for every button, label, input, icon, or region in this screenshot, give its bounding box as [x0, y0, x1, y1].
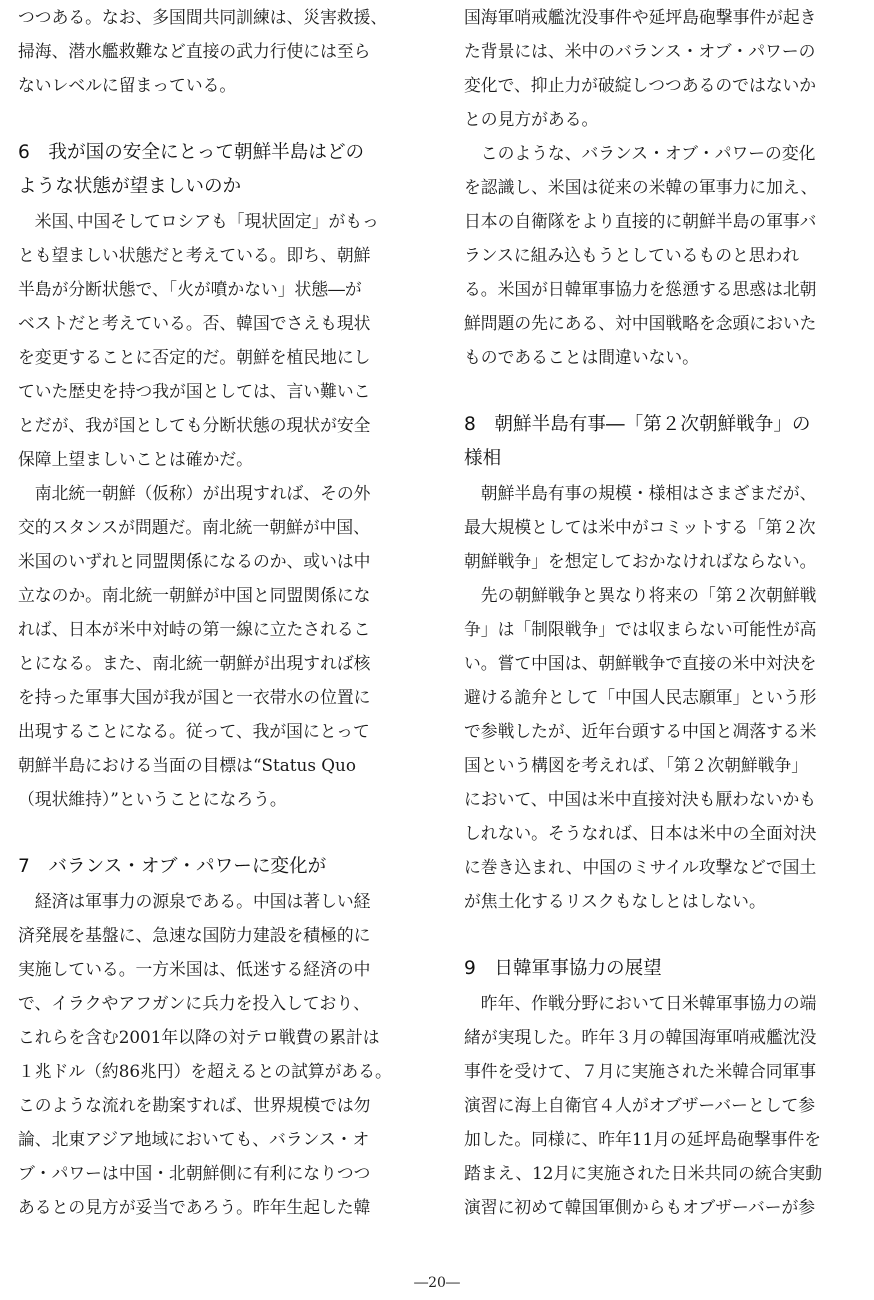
text-line: ブ・パワーは中国・北朝鮮側に有利になりつつ	[18, 1163, 371, 1183]
text-line: い。嘗て中国は、朝鮮戦争で直接の米中対決を	[464, 653, 817, 673]
text-line: ていた歴史を持つ我が国としては、言い難いこ	[18, 381, 371, 401]
text-line: ランスに組み込もうとしているものと思われ	[464, 245, 800, 265]
section-heading: 6 我が国の安全にとって朝鮮半島はどの	[18, 142, 365, 163]
text-line: 緒が実現した。昨年３月の韓国海軍哨戒艦沈没	[464, 1027, 817, 1047]
text-line: 米国､中国そしてロシアも「現状固定」がもっ	[18, 211, 379, 231]
text-line: 経済は軍事力の源泉である。中国は著しい経	[18, 891, 371, 911]
text-line: 昨年、作戦分野において日米韓軍事協力の端	[464, 993, 817, 1013]
text-line: で、イラクやアフガンに兵力を投入しており、	[18, 993, 370, 1013]
text-line: 米国のいずれと同盟関係になるのか、或いは中	[18, 551, 371, 571]
text-line: を認識し、米国は従来の米韓の軍事力に加え、	[464, 177, 818, 197]
text-line: 争」は「制限戦争」では収まらない可能性が高	[464, 619, 817, 639]
text-line: との見方がある。	[464, 109, 599, 129]
text-line: このような流れを勘案すれば、世界規模では勿	[18, 1095, 371, 1115]
text-line: １兆ドル（約86兆円）を超えるとの試算がある。	[18, 1061, 392, 1081]
text-line: 朝鮮戦争」を想定しておかなければならない。	[464, 551, 817, 571]
text-line: ベストだと考えている。否、韓国でさえも現状	[18, 313, 371, 333]
text-line: 南北統一朝鮮（仮称）が出現すれば、その外	[18, 483, 371, 503]
text-line: 論、北東アジア地域においても、バランス・オ	[18, 1129, 370, 1149]
page-number: ―20―	[414, 1275, 460, 1291]
text-line: 掃海、潜水艦救難など直接の武力行使には至ら	[18, 41, 371, 61]
text-line: あるとの見方が妥当であろう。昨年生起した韓	[18, 1197, 371, 1217]
text-line: 半島が分断状態で、「火が噴かない」状態―が	[18, 279, 362, 299]
text-line: 演習に海上自衛官４人がオブザーバーとして参	[464, 1095, 816, 1115]
section-heading: 7 バランス・オブ・パワーに変化が	[18, 856, 327, 877]
text-line: 踏まえ、12月に実施された日米共同の統合実動	[464, 1163, 822, 1183]
section-heading: 9 日韓軍事協力の展望	[464, 958, 662, 979]
text-line: （現状維持）”ということになろう。	[18, 789, 287, 809]
text-line: とだが、我が国としても分断状態の現状が安全	[18, 415, 371, 435]
text-line: このような、バランス・オブ・パワーの変化	[464, 143, 816, 163]
text-line: 実施している。一方米国は、低迷する経済の中	[18, 959, 371, 979]
text-line: を持った軍事大国が我が国と一衣帯水の位置に	[18, 687, 371, 707]
text-line: 先の朝鮮戦争と異なり将来の「第２次朝鮮戦	[464, 585, 817, 605]
text-line: 事件を受けて、７月に実施された米韓合同軍事	[464, 1061, 817, 1081]
text-line: 演習に初めて韓国軍側からもオブザーバーが参	[464, 1197, 816, 1217]
section-heading: 8 朝鮮半島有事―「第２次朝鮮戦争」の	[464, 414, 811, 435]
text-line: 保障上望ましいことは確かだ。	[18, 449, 253, 469]
text-line: つつある。なお、多国間共同訓練は、災害救援、	[18, 7, 388, 27]
text-line: ないレベルに留まっている。	[18, 75, 237, 95]
text-line: ものであることは間違いない。	[464, 347, 699, 367]
text-line: しれない。そうなれば、日本は米中の全面対決	[464, 823, 817, 843]
text-line: で参戦したが、近年台頭する中国と凋落する米	[464, 721, 817, 741]
text-line: が焦土化するリスクもなしとはしない。	[464, 891, 766, 911]
text-line: において、中国は米中直接対決も厭わないかも	[464, 789, 817, 809]
text-line: 鮮問題の先にある、対中国戦略を念頭においた	[464, 313, 817, 333]
text-line: 朝鮮半島における当面の目標は“Status Quo	[18, 755, 356, 775]
text-line: 国海軍哨戒艦沈没事件や延坪島砲撃事件が起き	[464, 7, 817, 27]
text-line: とも望ましい状態だと考えている。即ち、朝鮮	[18, 245, 371, 265]
text-line: れば、日本が米中対峙の第一線に立たされるこ	[18, 619, 371, 639]
text-line: 避ける詭弁として「中国人民志願軍」という形	[464, 687, 817, 707]
text-line: 済発展を基盤に、急速な国防力建設を積極的に	[18, 925, 371, 945]
text-line: る。米国が日韓軍事協力を慫慂する思惑は北朝	[464, 279, 817, 299]
text-line: 日本の自衛隊をより直接的に朝鮮半島の軍事バ	[464, 211, 817, 231]
text-line: に巻き込まれ、中国のミサイル攻撃などで国土	[464, 857, 817, 877]
text-line: 最大規模としては米中がコミットする「第２次	[464, 517, 816, 537]
text-line: とになる。また、南北統一朝鮮が出現すれば核	[18, 653, 371, 673]
text-line: た背景には、米中のバランス・オブ・パワーの	[464, 41, 816, 61]
text-line: 朝鮮半島有事の規模・様相はさまざまだが、	[464, 483, 817, 503]
text-line: 加した。同様に、昨年11月の延坪島砲撃事件を	[464, 1129, 821, 1149]
text-line: 立なのか。南北統一朝鮮が中国と同盟関係にな	[18, 585, 371, 605]
text-line: を変更することに否定的だ。朝鮮を植民地にし	[18, 347, 371, 367]
text-line: 変化で、抑止力が破綻しつつあるのではないか	[464, 75, 817, 95]
text-line: 出現することになる。従って、我が国にとって	[18, 721, 370, 741]
section-heading: ような状態が望ましいのか	[18, 176, 242, 197]
text-line: 国という構図を考えれば、「第２次朝鮮戦争」	[464, 755, 809, 775]
text-line: これらを含む2001年以降の対テロ戦費の累計は	[18, 1027, 380, 1047]
section-heading: 様相	[464, 448, 502, 469]
text-line: 交的スタンスが問題だ。南北統一朝鮮が中国、	[18, 517, 370, 537]
